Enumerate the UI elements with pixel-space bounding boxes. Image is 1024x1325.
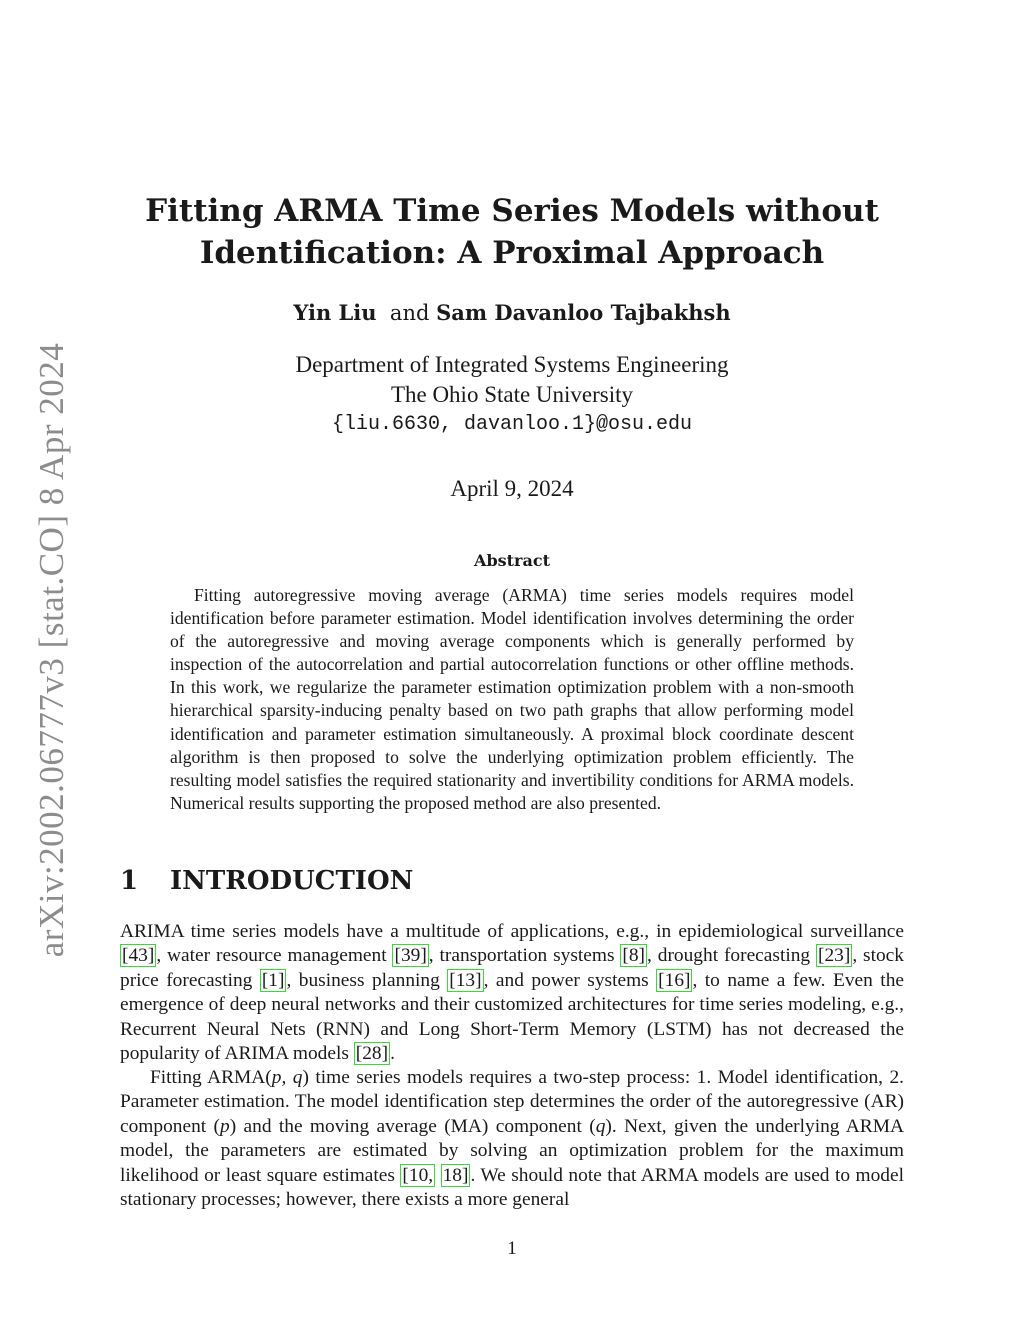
author-1: Yin Liu: [293, 300, 377, 325]
text-run: ARIMA time series models have a multitude of applications, e.g., in epidemiological surveillance: [120, 921, 904, 942]
intro-paragraph-2: [120, 1066, 904, 1212]
text-run: [435, 1165, 440, 1186]
math-variable: p: [219, 1115, 230, 1137]
text-run: .: [390, 1043, 395, 1065]
section-heading: [120, 866, 413, 896]
university: The Ohio State University: [390, 382, 634, 407]
text-run: . We should note that ARMA models are used to model stationary processes; however, there exists a more general: [120, 1164, 904, 1211]
text-run: ) and the moving average (MA) component (: [229, 1115, 596, 1137]
math-variable: p, q: [271, 1067, 303, 1088]
text-run: , and power systems: [483, 969, 657, 991]
arxiv-identifier-stamp: [28, 342, 76, 958]
abstract-heading: Abstract: [474, 551, 550, 570]
text-run: , business planning: [286, 969, 448, 991]
author-list: [120, 300, 904, 325]
citation-link[interactable]: [1]: [261, 969, 285, 991]
arxiv-identifier-text: arXiv:2002.06777v3 [stat.CO] 8 Apr 2024: [32, 342, 72, 958]
text-run: , water resource management: [156, 945, 393, 967]
affiliation-block: [120, 350, 904, 440]
text-run: Fitting ARMA(: [150, 1067, 272, 1088]
citation-link[interactable]: [39]: [394, 945, 427, 967]
text-run: , to name a few. Even the emergence of deep neural networks and their customized architectures for time series modeling, e.g., Recurrent Neural Nets (RNN) and Long Short-Term Memory (LSTM) has not decreased the popularity of ARIMA models: [120, 969, 904, 1065]
math-variable: q: [595, 1115, 606, 1137]
citation-link[interactable]: [43]: [122, 945, 155, 967]
abstract-text: Fitting autoregressive moving average (ARMA) time series models requires model identification before parameter estimation. Model identification involves determining the order of the autoregressive and moving average components which is generally performed by inspection of the autocorrelation and partial autocorrelation functions or other offline methods. In this work, we regularize the parameter estimation optimization problem with a non-smooth hierarchical sparsity-inducing penalty based on two path graphs that allow performing model identification and parameter estimation simultaneously. A proximal block coordinate descent algorithm is then proposed to solve the underlying optimization problem efficiently. The resulting model satisfies the required stationarity and invertibility conditions for ARMA models. Numerical results supporting the proposed method are also presented.: [170, 585, 854, 813]
author-conjunction: and: [389, 301, 430, 325]
title-line-1: Fitting ARMA Time Series Models without: [145, 193, 879, 229]
citation-link[interactable]: [28]: [355, 1043, 389, 1065]
citation-link[interactable]: 18]: [442, 1164, 469, 1186]
citation-link[interactable]: [16]: [658, 969, 691, 991]
citation-link[interactable]: [13]: [449, 969, 482, 991]
intro-paragraph-1: [120, 920, 904, 1066]
department: Department of Integrated Systems Engineering: [295, 352, 729, 377]
citation-link[interactable]: [10,: [402, 1164, 434, 1186]
section-number: 1: [120, 866, 139, 896]
text-run: ). Next, given the underlying ARMA model, the parameters are estimated by solving an optimization problem for the maximum likelihood or least square estimates: [120, 1115, 904, 1186]
page-number: 1: [507, 1238, 517, 1259]
paper-title: [120, 190, 904, 274]
section-title: INTRODUCTION: [170, 866, 414, 896]
text-run: ) time series models requires a two-step process: 1. Model identification, 2. Parameter estimation. The model identification step determines the order of the autoregressive (AR) component (: [120, 1067, 905, 1137]
citation-link[interactable]: [23]: [818, 945, 851, 967]
author-emails: {liu.6630, davanloo.1}@osu.edu: [331, 413, 693, 436]
text-run: , stock price forecasting: [120, 945, 904, 991]
author-2: Sam Davanloo Tajbakhsh: [436, 300, 731, 325]
text-run: , transportation systems: [428, 945, 621, 967]
citation-link[interactable]: [8]: [622, 945, 646, 967]
text-run: , drought forecasting: [647, 945, 816, 967]
title-line-2: Identification: A Proximal Approach: [199, 235, 825, 271]
publication-date: April 9, 2024: [450, 476, 574, 501]
